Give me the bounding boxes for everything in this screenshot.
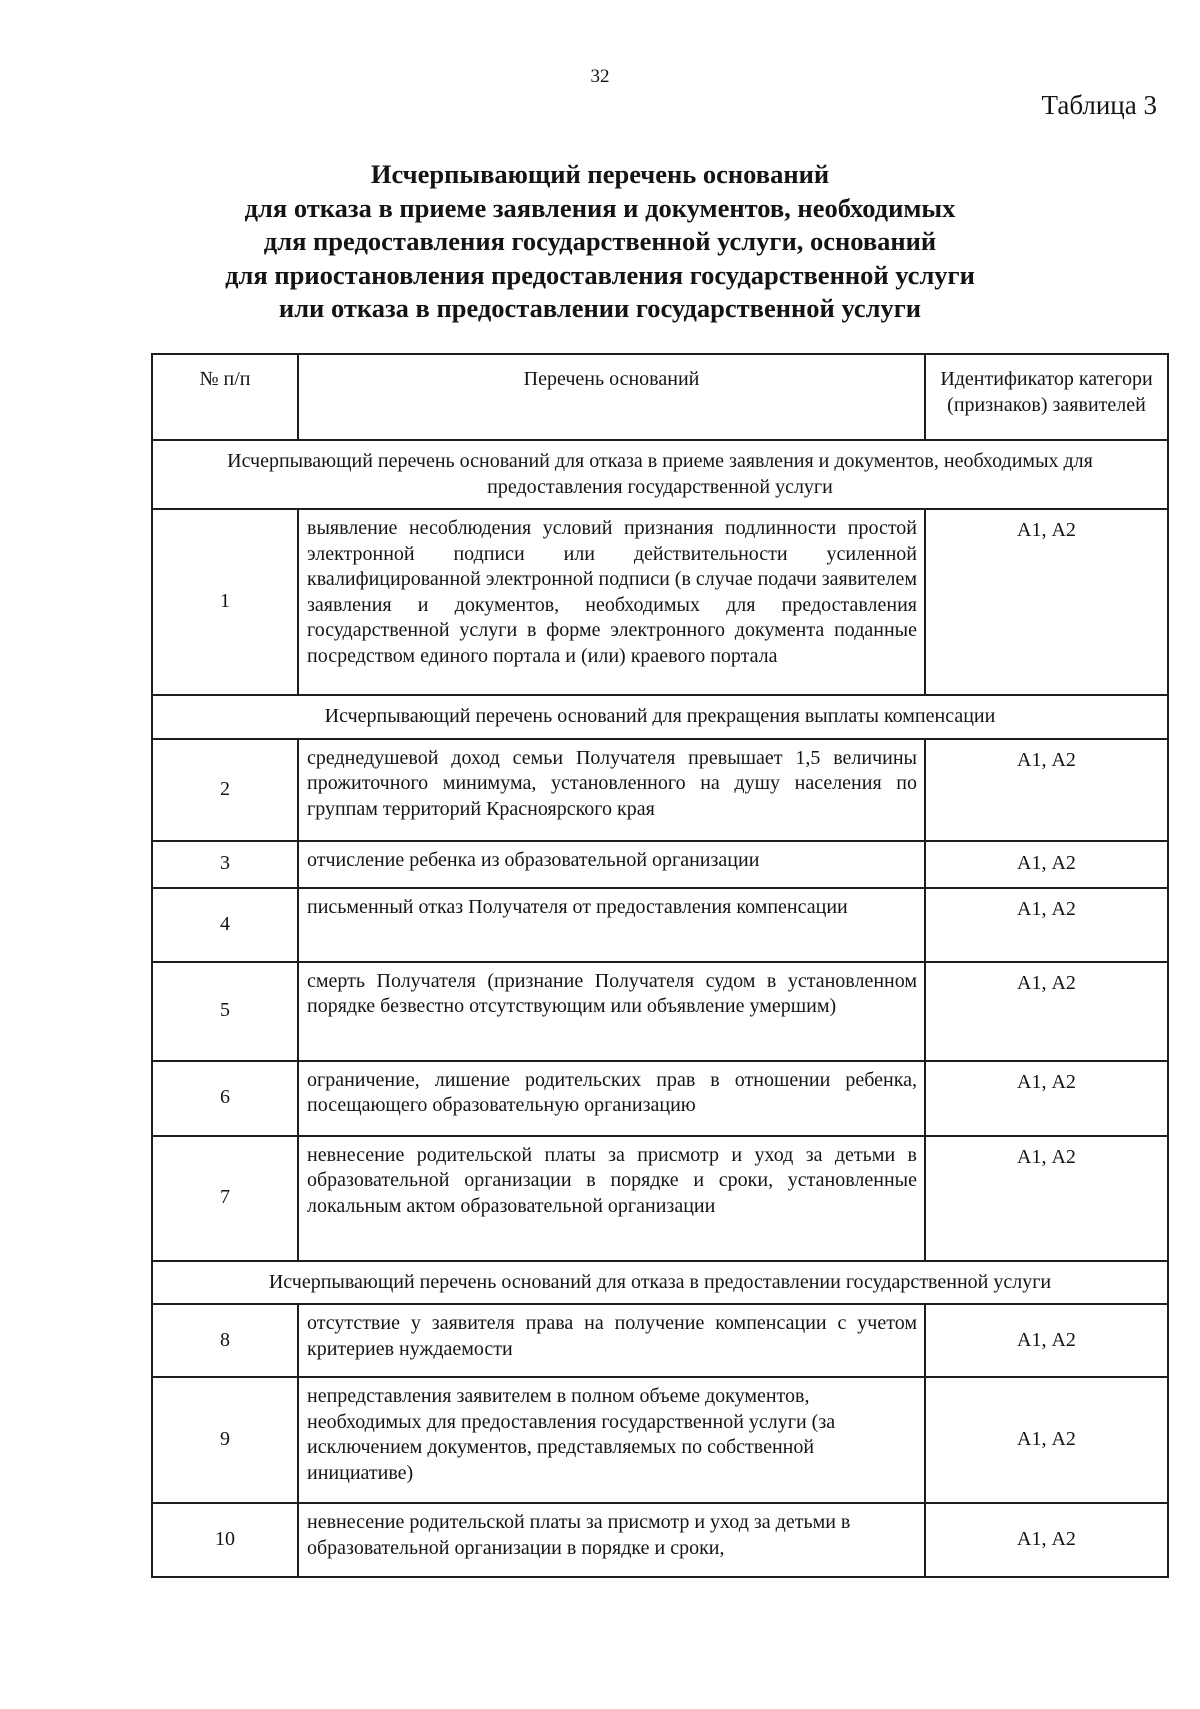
row-category: А1, А2 <box>925 1304 1168 1377</box>
row-category: А1, А2 <box>925 888 1168 962</box>
row-category: А1, А2 <box>925 1136 1168 1261</box>
header-category <box>925 354 1168 440</box>
title-line: Исчерпывающий перечень оснований <box>370 159 830 189</box>
table-row <box>152 1503 1168 1577</box>
title-line: для предоставления государственной услуги, оснований <box>263 226 937 256</box>
row-category: А1, А2 <box>925 962 1168 1061</box>
row-number: 6 <box>152 1061 298 1136</box>
section-row <box>152 695 1168 739</box>
table-row <box>152 1061 1168 1136</box>
row-category: А1, А2 <box>925 841 1168 888</box>
title-line: для приостановления предоставления государственной услуги <box>225 259 975 290</box>
row-number: 10 <box>152 1503 298 1577</box>
grounds-table <box>151 353 1169 1578</box>
table-row <box>152 1136 1168 1261</box>
section-row <box>152 440 1168 509</box>
table-header-row <box>152 354 1168 440</box>
row-number: 1 <box>152 509 298 695</box>
row-text: отчисление ребенка из образовательной организации <box>298 841 925 888</box>
table-row <box>152 1377 1168 1503</box>
row-category: А1, А2 <box>925 739 1168 841</box>
row-number: 8 <box>152 1304 298 1377</box>
table-row <box>152 739 1168 841</box>
table-row <box>152 509 1168 695</box>
section-title: Исчерпывающий перечень оснований для прекращения выплаты компенсации <box>152 695 1168 739</box>
row-text: невнесение родительской платы за присмотр и уход за детьми в образовательной организации в порядке и сроки, установленные локальным актом образовательной организации <box>298 1136 925 1261</box>
row-category: А1, А2 <box>925 1503 1168 1577</box>
row-text: невнесение родительской платы за присмотр и уход за детьми в образовательной организации в порядке и сроки, <box>298 1503 925 1577</box>
row-text: отсутствие у заявителя права на получение компенсации с учетом критериев нуждаемости <box>298 1304 925 1377</box>
header-number: № п/п <box>152 354 298 440</box>
document-title <box>0 158 1200 326</box>
row-number: 2 <box>152 739 298 841</box>
title-line: или отказа в предоставлении государственной услуги <box>278 293 922 323</box>
title-line: для отказа в приеме заявления и документов, необходимых <box>244 192 956 223</box>
row-number: 9 <box>152 1377 298 1503</box>
row-text: ограничение, лишение родительских прав в отношении ребенка, посещающего образовательную организацию <box>298 1061 925 1136</box>
row-number: 3 <box>152 841 298 888</box>
table-row <box>152 841 1168 888</box>
header-category-line: Идентификатор категори <box>940 368 1153 390</box>
section-title: Исчерпывающий перечень оснований для отказа в предоставлении государственной услуги <box>152 1261 1168 1305</box>
row-text: смерть Получателя (признание Получателя судом в установленном порядке безвестно отсутствующим или объявление умершим) <box>298 962 925 1061</box>
header-grounds: Перечень оснований <box>298 354 925 440</box>
row-category: А1, А2 <box>925 1061 1168 1136</box>
section-title: Исчерпывающий перечень оснований для отказа в приеме заявления и документов, необходимых для предоставления государственной услуги <box>152 440 1168 509</box>
row-number: 7 <box>152 1136 298 1261</box>
row-text: письменный отказ Получателя от предоставления компенсации <box>298 888 925 962</box>
header-category-line: (признаков) заявителей <box>947 393 1146 416</box>
section-row <box>152 1261 1168 1305</box>
table-row <box>152 888 1168 962</box>
row-category: А1, А2 <box>925 1377 1168 1503</box>
table-label: Таблица 3 <box>1041 90 1157 120</box>
row-text: непредставления заявителем в полном объеме документов, необходимых для предоставления государственной услуги (за исключением документов, представляемых по собственной инициативе) <box>298 1377 925 1503</box>
row-number: 5 <box>152 962 298 1061</box>
row-number: 4 <box>152 888 298 962</box>
row-category: А1, А2 <box>925 509 1168 695</box>
table-row <box>152 1304 1168 1377</box>
page-number: 32 <box>590 66 610 87</box>
row-text: выявление несоблюдения условий признания подлинности простой электронной подписи или действительности усиленной квалифицированной электронной подписи (в случае подачи заявителем заявления и документов, необходимых для предоставления государственной услуги в форме электронного документа поданные посредством единого портала и (или) краевого портала <box>298 509 925 695</box>
table-row <box>152 962 1168 1061</box>
row-text: среднедушевой доход семьи Получателя превышает 1,5 величины прожиточного минимума, установленного на душу населения по группам территорий Красноярского края <box>298 739 925 841</box>
